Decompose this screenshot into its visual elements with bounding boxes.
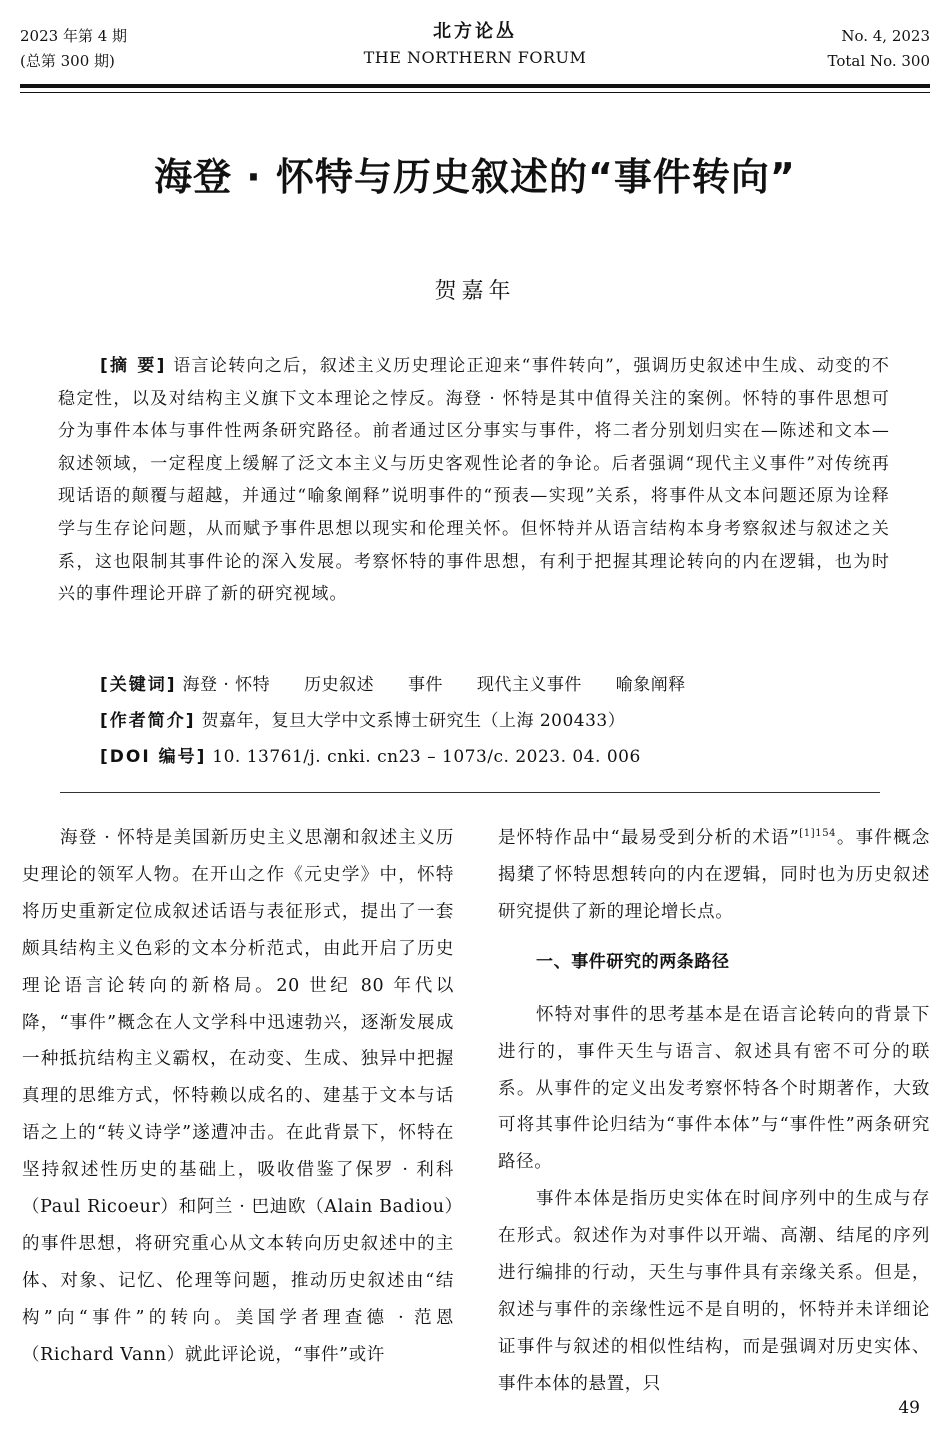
body-paragraph: 怀特对事件的思考基本是在语言论转向的背景下进行的，事件天生与语言、叙述具有密不可分的联系。从事件的定义出发考察怀特各个时期著作，大致可将其事件论归结为“事件本体”与“事件性”两条研究路径。 bbox=[498, 1004, 930, 1173]
abstract-label: [摘 要] bbox=[100, 356, 167, 376]
article-title: 海登 · 怀特与历史叙述的“事件转向” bbox=[154, 155, 796, 199]
total-issue-cn: (总第 300 期) bbox=[20, 52, 115, 70]
paragraph-text: 。事件概念揭橥了怀特思想转向的内在逻辑，同时也为历史叙述研究提供了新的理论增长点。 bbox=[498, 828, 931, 922]
keyword-item: 历史叙述 bbox=[304, 675, 375, 695]
body-right-column bbox=[498, 820, 930, 1403]
header-right bbox=[828, 24, 930, 74]
body-paragraph bbox=[498, 820, 930, 931]
doi-text: 10. 13761/j. cnki. cn23 – 1073/c. 2023. 04. 006 bbox=[212, 747, 641, 767]
abstract-paragraph bbox=[58, 350, 890, 611]
header-rule-thick bbox=[20, 84, 930, 88]
body-paragraph: 海登 · 怀特是美国新历史主义思潮和叙述主义历史理论的领军人物。在开山之作《元史学》中，怀特将历史重新定位成叙述话语与表征形式，提出了一套颇具结构主义色彩的文本分析范式，由此开启了历史理论语言论转向的新格局。20 世纪 80 年代以降，“事件”概念在人文学科中迅速勃兴，逐渐发展成一种抵抗结构主义霸权，在动变、生成、独异中把握真理的思维方式，怀特赖以成名的、建基于文本与话语之上的“转义诗学”遂遭冲击。在此背景下，怀特在坚持叙述性历史的基础上，吸收借鉴了保罗 · 利科（Paul Ricoeur）和阿兰 · 巴迪欧（Alain Badiou）的事件思想，将研究重心从文本转向历史叙述中的主体、对象、记忆、伦理等问题，推动历史叙述由“结构”向“事件”的转向。美国学者理查德 · 范恩（Richard Vann）就此评论说，“事件”或许 bbox=[22, 828, 454, 1365]
keyword-item: 海登 · 怀特 bbox=[182, 675, 271, 695]
body-left-column bbox=[22, 820, 454, 1374]
section-heading: 一、事件研究的两条路径 bbox=[536, 951, 730, 972]
header-center bbox=[0, 20, 950, 72]
keywords bbox=[100, 668, 890, 702]
author-info-label: [作者简介] bbox=[100, 711, 196, 731]
citation-ref: [1]154 bbox=[799, 828, 837, 840]
author-info-text: 贺嘉年，复旦大学中文系博士研究生（上海 200433） bbox=[201, 711, 626, 731]
page-number: 49 bbox=[898, 1398, 920, 1418]
journal-name-cn: 北方论丛 bbox=[433, 21, 517, 42]
abstract-text: 语言论转向之后，叙述主义历史理论正迎来“事件转向”，强调历史叙述中生成、动变的不稳定性，以及对结构主义旗下文本理论之悖反。海登 · 怀特是其中值得关注的案例。怀特的事件思想可分为事件本体与事件性两条研究路径。前者通过区分事实与事件，将二者分别划归实在—陈述和文本—叙述领域，一定程度上缓解了泛文本主义与历史客观性论者的争论。后者强调“现代主义事件”对传统再现话语的颠覆与超越，并通过“喻象阐释”说明事件的“预表—实现”关系，将事件从文本问题还原为诠释学与生存论问题，从而赋予事件思想以现实和伦理关怀。但怀特并从语言结构本身考察叙述与叙述之关系，这也限制其事件论的深入发展。考察怀特的事件思想，有利于把握其理论转向的内在逻辑，也为时兴的事件理论开辟了新的研究视域。 bbox=[58, 356, 890, 605]
journal-name-en: THE NORTHERN FORUM bbox=[363, 48, 587, 67]
issue-en: No. 4, 2023 bbox=[841, 27, 930, 45]
issue-cn: 2023 年第 4 期 bbox=[20, 27, 128, 45]
abstract bbox=[58, 350, 890, 611]
header-rule-thin bbox=[20, 92, 930, 93]
doi-label: [DOI 编号] bbox=[100, 747, 207, 767]
author-info bbox=[100, 704, 890, 738]
total-issue-en: Total No. 300 bbox=[827, 52, 930, 70]
doi bbox=[100, 740, 890, 774]
keyword-item: 现代主义事件 bbox=[476, 675, 582, 695]
body-paragraph: 事件本体是指历史实体在时间序列中的生成与存在形式。叙述作为对事件以开端、高潮、结尾的序列进行编排的行动，天生与事件具有亲缘关系。但是，叙述与事件的亲缘性远不是自明的，怀特并未详细论证事件与叙述的相似性结构，而是强调对历史实体、事件本体的悬置，只 bbox=[498, 1189, 930, 1394]
article-author: 贺嘉年 bbox=[434, 279, 516, 304]
keywords-label: [关键词] bbox=[100, 675, 177, 695]
keyword-item: 事件 bbox=[407, 675, 443, 695]
section-separator bbox=[60, 792, 880, 793]
keyword-item: 喻象阐释 bbox=[615, 675, 686, 695]
paragraph-text: 是怀特作品中“最易受到分析的术语” bbox=[498, 828, 800, 848]
